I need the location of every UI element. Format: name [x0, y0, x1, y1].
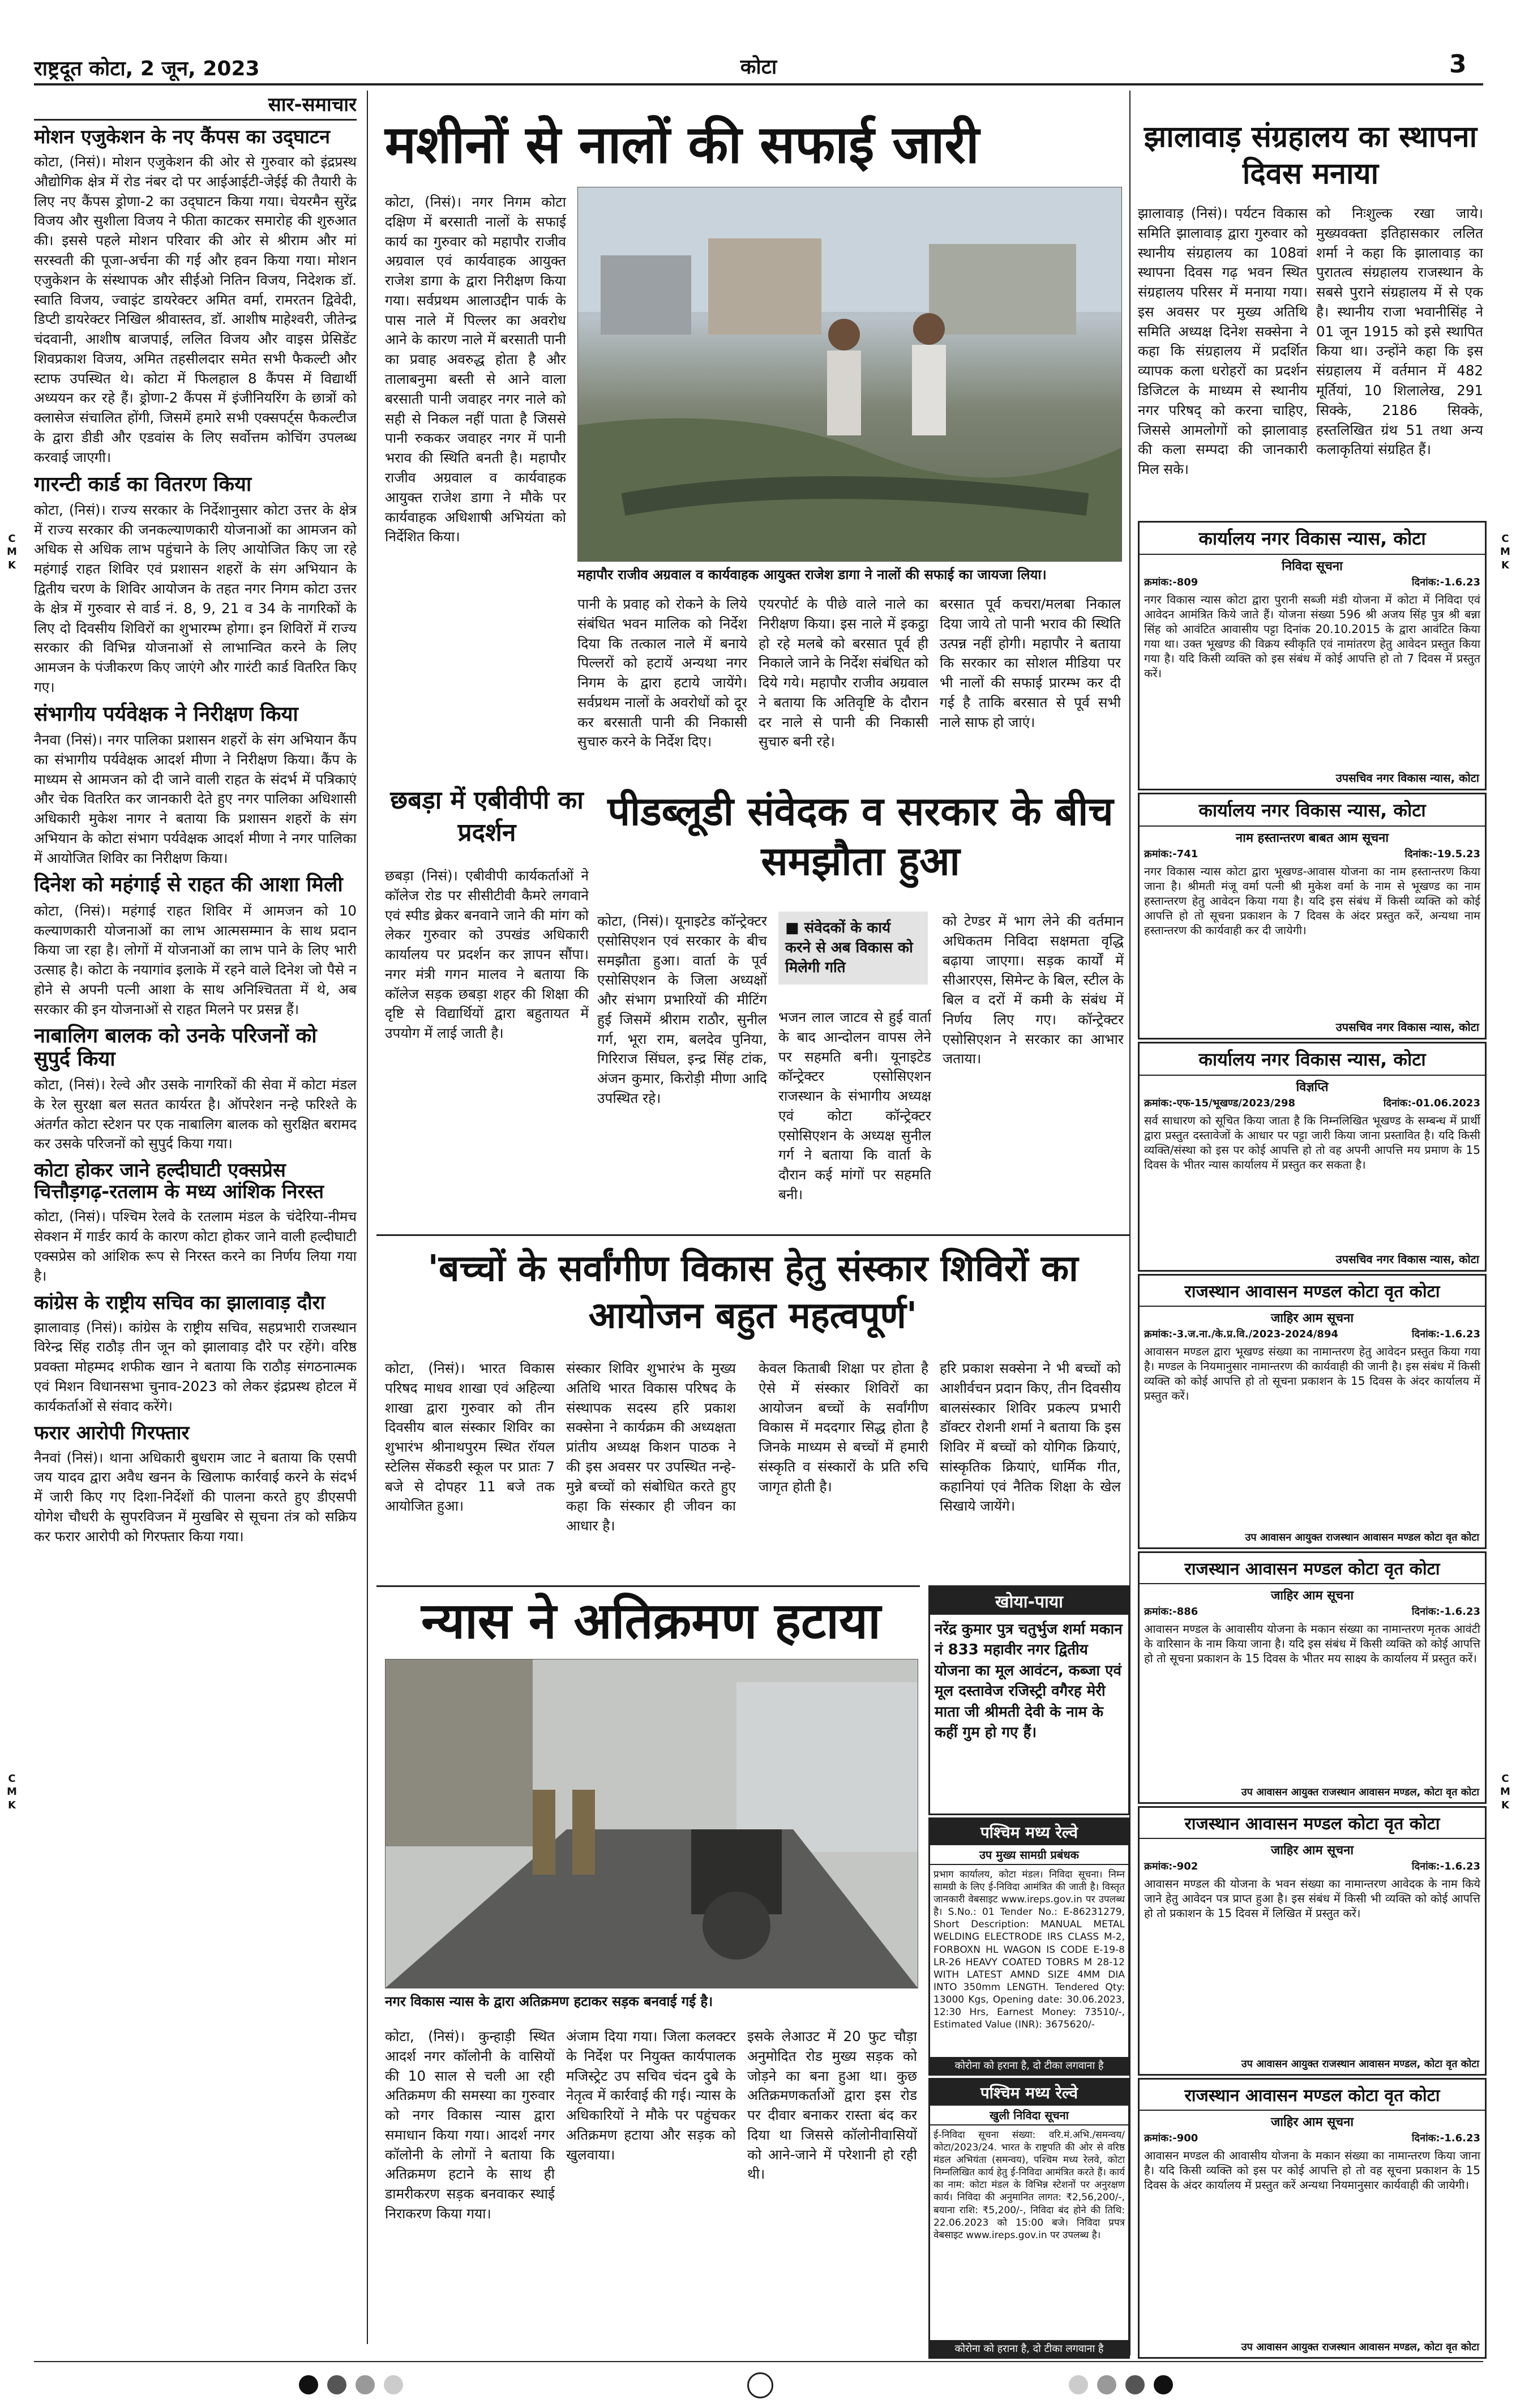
- jhalawar-body-1: झालावाड़ (निसं)। पर्यटन विकास समिति झालावाड़ द्वारा गुरुवार को स्थानीय संग्रहालय का 108वां स्थापना दिवस गढ़ भवन स्थित संग्रहालय परिसर में मनाया गया। इस अवसर पर मुख्य अतिथि समिति अध्यक्ष दिनेश सक्सेना ने कहा कि संग्रहालय में प्रदर्शित व्यापक कला धरोहरों का प्रदर्शन डिजिटल के माध्यम से स्थानीय नगर परिषद् को करना चाहिए, जिससे आमलोगों को झालावाड़ की कला सम्पदा की जानकारी मिल सके।: [1138, 205, 1308, 478]
- notice-ref: क्रमांक:-एफ-15/भूखण्ड/2023/298: [1144, 1097, 1296, 1109]
- sidebar-headline: दिनेश को महंगाई से राहत की आशा मिली: [34, 873, 343, 897]
- camps-body-2: संस्कार शिविर शुभारंभ के मुख्य अतिथि भारत विकास परिषद के संस्थापक सदस्य हरि प्रकाश सक्सेना ने कार्यक्रम की अध्यक्षता प्रांतीय अध्यक्ष किशन पाठक ने की इस अवसर पर उपस्थित नन्हे-मुन्ने बच्चों को संबोधित करते हुए कहा कि संस्कार ही जीवन का आधार है।: [566, 1360, 736, 1534]
- sidebar: [34, 91, 357, 2355]
- sidebar-headline: फरार आरोपी गिरफ्तार: [34, 1421, 190, 1444]
- notice-office: कार्यालय नगर विकास न्यास, कोटा: [1140, 523, 1485, 555]
- notice-ref: क्रमांक:-3.ज.ना./के.प्र.वि./2023-2024/894: [1144, 1328, 1338, 1340]
- notice-title: निविदा सूचना: [1282, 559, 1343, 574]
- registration-dots-right: [1064, 2375, 1177, 2397]
- notice-box: [1138, 1806, 1487, 2076]
- masthead-date: राष्ट्रदूत कोटा, 2 जून, 2023: [34, 57, 260, 80]
- lead-body-2: पानी के प्रवाह को रोकने के लिये संबंधित भवन मालिक को निर्देश दिया कि तत्काल नाले में बनाये पिल्लरों को हटायें अन्यथा नगर निगम के द्वारा हटाये जायेंगे। सर्वप्रथम नालों के अवरोधों को दूर कर बरसाती पानी की निकासी सुचारु करने के निर्देश दिए।: [577, 596, 747, 750]
- lost-found-body: नरेंद्र कुमार पुत्र चतुर्भुज शर्मा मकान नं 833 महावीर नगर द्वितीय योजना का मूल आवंटन, कब्जा एवं मूल दस्तावेज रजिस्ट्री वगैरह मेरी माता जी श्रीमती देवी के नाम के कहीं गुम हो गए हैं।: [935, 1621, 1123, 1741]
- notice-date: दिनांक:-1.6.23: [1411, 576, 1480, 588]
- notice-ref-row: [1140, 574, 1485, 590]
- notice-box: [1138, 1042, 1487, 1272]
- notice-box: [1138, 793, 1487, 1040]
- pwd-headline: पीडब्लूडी संवेदक व सरकार के बीच समझौता हुआ: [607, 788, 1114, 884]
- sidebar-headline: मोशन एजुकेशन के नए कैंपस का उद्‌घाटन: [34, 126, 330, 148]
- notice-body: आवासन मण्डल की आवासीय योजना के मकान संख्या का नामान्तरण किया जाना है। यदि किसी व्यक्ति को इस पर कोई आपत्ति हो तो वह सूचना प्रकाशन के 15 दिवस के अंदर कार्यालय में प्रस्तुत करें अन्यथा नियमानुसार कार्यवाही की जायेगी।: [1144, 2149, 1480, 2192]
- notice-signoff: उप आवासन आयुक्त राजस्थान आवासन मण्डल, कोटा वृत कोटा: [1241, 2058, 1479, 2070]
- pwd-body-1: कोटा, (निसं)। यूनाइटेड कॉन्ट्रेक्टर एसोसिएशन एवं सरकार के बीच समझौता हुआ। वार्ता के पूर्व एसोसिएशन के जिला अध्यक्षों और संभाग प्रभारियों की मीटिंग हुई जिसमें श्रीराम राठौर, सुनील गर्ग, भूरा राम, बलदेव पुनिया, गिरिराज सिंघल, इन्द्र सिंह टांक, अंजन कुमार, किरोड़ी मीणा आदि उपस्थित रहे।: [597, 913, 767, 1107]
- sidebar-body: कोटा, (निसं)। मोशन एजुकेशन की ओर से गुरुवार को इंद्रप्रस्थ औद्योगिक क्षेत्र में रोड नंबर दो पर आईआईटी-जेईई की तैयारी के लिए नए कैंपस ड्रोणा-2 का उद्‌घाटन किया गया। चेयरमैन सुरेंद्र विजय और सुशीला विजय ने फीता काटकर समारोह की शुरुआत की। इससे पहले मोशन परिवार की ओर से श्रीराम और मां सरस्वती की पूजा-अर्चना की गई और हवन किया गया। मोशन एजुकेशन के संस्थापक और सीईओ नितिन विजय, निदेशक डॉ. स्वाति विजय, ज्वाइंट डायरेक्टर अमित वर्मा, रामरतन द्विवेदी, डिप्टी डायरेक्टर निखिल श्रीवास्तव, डॉ. आशीष माहेश्वरी, जीतेन्द्र चंदवानी, आशीष बाजपाई, ललित विजय और वाइस प्रेसिडेंट शिवप्रकाश विजय, अमित तहसीलदार समेत सभी फैकल्टी और स्टाफ उपस्थित थे। कोटा में फिलहाल 8 कैंपस में विद्यार्थी अध्ययन कर रहे हैं। ड्रोणा-2 कैंपस में इंजीनियरिंग के छात्रों को क्लासेज संचालित होंगी, जिसमें हमारे सभी एक्सपर्ट्स फैकल्टीज के द्वारा डीडी और एडवांस के लिए सर्वोत्तम कोचिंग उपलब्ध करवाई जाएगी।: [34, 153, 357, 465]
- sidebar-body: नैनवां (निसं)। थाना अधिकारी बुधराम जाट ने बताया कि एसपी जय यादव द्वारा अवैध खनन के खिलाफ कार्रवाई करने के संदर्भ में जारी किए गए दिशा-निर्देशों की पालना करते हुए डीएसपी योगेश चौधरी के सुपरविजन में मुखबिर से सूचना तंत्र को सक्रिय कर फरार आरोपी को गिरफ्तार किया गया।: [34, 1449, 357, 1545]
- notice-signoff: उप आवासन आयुक्त राजस्थान आवासन मण्डल, कोटा वृत कोटा: [1241, 2341, 1479, 2353]
- crosshair-icon: [747, 2372, 773, 2398]
- lead-body-3: एयरपोर्ट के पीछे वाले नाले का निरीक्षण किया। इस नाले में इकट्ठा हो रहे मलबे को बरसात पूर्व ही निकाले जाने के निर्देश संबंधित को दिये गये। महापौर राजीव अग्रवाल ने बताया कि अतिवृष्टि के दौरान दर नाले से पानी की निकासी सुचारु बनी रहे।: [759, 596, 928, 750]
- encroach-headline: न्यास ने अतिक्रमण हटाया: [421, 1592, 881, 1650]
- sidebar-story: [34, 1292, 357, 1417]
- notice-box: [1138, 2078, 1487, 2359]
- notice-title: जाहिर आम सूचना: [1270, 1311, 1354, 1325]
- railway-subtitle: खुली निविदा सूचना: [930, 2106, 1128, 2125]
- registration-dots-left: [294, 2375, 408, 2397]
- encroach-photo: [385, 1659, 918, 1988]
- masthead: [0, 0, 1516, 80]
- notice-date: दिनांक:-1.6.23: [1411, 1860, 1480, 1872]
- notice-date: दिनांक:-1.6.23: [1411, 1328, 1480, 1340]
- sidebar-body: कोटा, (निसं)। महंगाई राहत शिविर में आमजन को 10 कल्याणकारी योजनाओं का लाभ आत्मसम्मान के साथ प्रदान किया जा रहा है। लोगों में योजनाओं का लाभ पाने के लिए भारी उत्साह है। कोटा के नयागांव इलाके में रहने वाले दिनेश जो पैसे न होने से अपनी पत्नी आशा के साथ अनिश्चितता में थे, अब सरकार की इन योजनाओं से राहत मिलने पर प्रसन्न हैं।: [34, 902, 357, 1017]
- railway-body: ई-निविदा सूचना संख्या: वरि.मं.अभि./समन्वय/कोटा/2023/24. भारत के राष्ट्रपति की ओर से वरिष्ठ मंडल अभियंता (समन्वय), पश्चिम मध्य रेलवे, कोटा निम्नलिखित कार्य हेतु ई-निविदा आमंत्रित करते हैं। कार्य का नाम: कोटा मंडल के विभिन्न स्टेशनों पर अनुरक्षण कार्य। निविदा की अनुमानित लागत: ₹2,56,200/-, बयाना राशि: ₹5,200/-, निविदा बंद होने की तिथि: 22.06.2023 को 15:00 बजे। निविदा प्रपत्र वेबसाइट www.ireps.gov.in पर उपलब्ध है।: [933, 2129, 1125, 2241]
- notice-office: राजस्थान आवासन मण्डल कोटा वृत कोटा: [1140, 1276, 1485, 1307]
- railway-tender-box-1: [928, 1817, 1130, 2076]
- notice-box: [1138, 1274, 1487, 1549]
- sidebar-body: झालावाड़ (निसं)। कांग्रेस के राष्ट्रीय सचिव, सहप्रभारी राजस्थान विरेन्द्र सिंह राठौड़ तीन जून को झालावाड़ दौरे पर रहेंगे। वरिष्ठ प्रवक्ता मोहम्मद शफीक खान ने बताया कि राठौड़ संगठनात्मक एवं मिशन विधानसभा चुनाव-2023 को लेकर इंद्रप्रस्थ होटल में कार्यकर्ताओं से संवाद करेंगे।: [34, 1319, 357, 1414]
- sidebar-headline: कोटा होकर जाने हल्दीघाटी एक्सप्रेस चित्तौड़गढ़-रतलाम के मध्य आंशिक निरस्त: [34, 1159, 324, 1204]
- sidebar-story: [34, 874, 357, 1019]
- jhalawar-body-2: को निःशुल्क रखा जाये। मुख्यवक्ता इतिहासकार ललित शर्मा ने कहा कि झालावाड़ का पुरातत्व संग्रहालय राजस्थान के सबसे पुराने संग्रहालय में से एक है। स्थानीय राजा भवानीसिंह ने 01 जून 1915 को इसे स्थापित किया था। उन्होंने कहा कि इस संग्रहालय में वर्तमान में 482 मूर्तियां, 10 शिलालेख, 291 सिक्के, 2186 सिक्के, हस्तलिखित ग्रंथ 51 तथा अन्य कलाकृतियां संग्रहित हैं।: [1316, 205, 1483, 458]
- sidebar-headline: संभागीय पर्यवेक्षक ने निरीक्षण किया: [34, 702, 298, 726]
- notice-box: [1138, 521, 1487, 790]
- masthead-rule: [34, 83, 1483, 85]
- masthead-section: कोटा: [740, 55, 777, 79]
- sidebar-body: कोटा, (निसं)। रेल्वे और उसके नागरिकों की सेवा में कोटा मंडल के रेल सुरक्षा बल सतत कार्यरत है। ऑपरेशन नन्हे फरिश्ते के अंतर्गत कोटा स्टेशन पर एक नाबालिग बालक को सुरक्षित बरामद कर उसके परिजनों को सुपुर्द किया गया।: [34, 1076, 357, 1152]
- notice-date: दिनांक:-1.6.23: [1411, 2132, 1480, 2144]
- notice-ref-row: [1140, 2130, 1485, 2146]
- railway-body: प्रभाग कार्यालय, कोटा मंडल। निविदा सूचना। निम्न सामग्री के लिए ई-निविदा आमंत्रित की जाती है। विस्तृत जानकारी वेबसाइट www.ireps.gov.in पर उपलब्ध है। S.No.: 01 Tender No.: E-86231279, Short Description: MANUAL METAL WELDING ELECTRODE IRS CLASS M-2, FORBOXN HL WAGON IS CODE E-19-8 LR-26 HEAVY COATED TOBRS M 28-12 WITH LATEST AMND SIZE 4MM DIA INTO 350mm LENGTH. Tendered Qty: 13000 Kgs, Opening date: 30.06.2023, 12:30 Hrs, Earnest Money: 73510/-, Estimated Value (INR): 3675620/-: [933, 1869, 1125, 2031]
- railway-footer: कोरोना को हराना है, दो टीका लगवाना है: [930, 2057, 1128, 2074]
- railway-title: पश्चिम मध्य रेल्वे: [930, 1819, 1128, 1845]
- lead-photo: [577, 187, 1122, 562]
- sidebar-headline: गारन्टी कार्ड का वितरण किया: [34, 472, 252, 496]
- lead-caption: महापौर राजीव अग्रवाल व कार्यवाहक आयुक्त राजेश डागा ने नालों की सफाई का जायजा लिया।: [577, 567, 1047, 583]
- camps-headline: 'बच्चों के सर्वांगीण विकास हेतु संस्कार शिविरों का आयोजन बहुत महत्वपूर्ण': [427, 1248, 1078, 1337]
- encroach-body-3: इसके लेआउट में 20 फुट चौड़ा अनुमोदित रोड मुख्य सड़क को जोड़ने का बना हुआ था। कुछ अतिक्रमणकर्ताओं द्वारा इस रोड पर दीवार बनाकर रास्ता बंद कर दिया था जिससे कॉलोनीवासियों को आने-जाने में परेशानी हो रही थी।: [747, 2028, 917, 2183]
- encroach-top-rule: [376, 1585, 920, 1587]
- railway-title: पश्चिम मध्य रेल्वे: [930, 2080, 1128, 2106]
- lost-found-box: [928, 1585, 1130, 1815]
- sidebar-story: [34, 703, 357, 869]
- notice-office: राजस्थान आवासन मण्डल कोटा वृत कोटा: [1140, 1553, 1485, 1584]
- sidebar-headline: कांग्रेस के राष्ट्रीय सचिव का झालावाड़ दौरा: [34, 1291, 326, 1314]
- notice-ref: क्रमांक:-886: [1144, 1606, 1198, 1618]
- sidebar-body: कोटा, (निसं)। पश्चिम रेलवे के रतलाम मंडल के चंदेरिया-नीमच सेक्शन में गार्डर कार्य के कारण कोटा होकर जाने वाली हल्दीघाटी एक्सप्रेस को आंशिक रूप से निरस्त करने का निर्णय लिया गया है।: [34, 1208, 357, 1284]
- chhabra-body: छबड़ा (निसं)। एबीवीपी कार्यकर्ताओं ने कॉलेज रोड पर सीसीटीवी कैमरे लगवाने एवं स्पीड ब्रेकर बनवाने जाने की मांग को लेकर गुरुवार को उपखंड अधिकारी कार्यालय पर प्रदर्शन कर ज्ञापन सौंपा। नगर मंत्री गगन मालव ने बताया कि कॉलेज सड़क छबड़ा शहर की शिक्षा की दृष्टि से विद्यार्थियों द्वारा बहुतायत में उपयोग में लाई जाती है।: [385, 867, 589, 1042]
- sidebar-story: [34, 1025, 357, 1154]
- camps-body-1: कोटा, (निसं)। भारत विकास परिषद माधव शाखा एवं अहिल्या शाखा द्वारा गुरुवार को तीन दिवसीय बाल संस्कार शिविर का शुभारंभ श्रीनाथपुरम स्थित रॉयल स्टेलिस सेंकडरी स्कूल पर प्रातः 7 बजे से दोपहर 11 बजे तक आयोजित हुआ।: [385, 1360, 555, 1515]
- railway-footer: कोरोना को हराना है, दो टीका लगवाना है: [930, 2340, 1128, 2357]
- camps-body-3: केवल किताबी शिक्षा पर होता है ऐसे में संस्कार शिविरों का आयोजन बच्चों के सर्वांगीण विकास में मददगार सिद्ध होता है जिनके माध्यम से बच्चों में हमारी संस्कृति व संस्कारों के प्रति रुचि जागृत होती है।: [759, 1360, 928, 1495]
- pwd-pull-quote: ■ संवेदकों के कार्य करने से अब विकास को मिलेगी गति: [778, 912, 928, 985]
- pwd-body-3: को टेण्डर में भाग लेने की वर्तमान अधिकतम निविदा सक्षमता वृद्धि बढ़ाया जाएगा। सड़क कार्यों में सीआरएस, सिमेन्ट के बिल, स्टील के बिल व दरों में कमी के संबंध में निर्णय लिए गए। कॉन्ट्रेक्टर एसोसिएशन ने सरकार का आभार जताया।: [943, 913, 1124, 1067]
- camps-body-4: हरि प्रकाश सक्सेना ने भी बच्चों को आशीर्वचन प्रदान किए, तीन दिवसीय बालसंस्कार शिविर प्रकल्प प्रभारी डॉक्टर रोशनी शर्मा ने बताया कि इस शिविर में बच्चों को योगिक क्रियाएं, सांस्कृतिक क्रियाएं, धार्मिक गीत, कहानियां एवं नैतिक शिक्षा के खेल सिखाये जायेंगे।: [940, 1360, 1121, 1515]
- notice-title: जाहिर आम सूचना: [1270, 1844, 1354, 1858]
- notice-signoff: उप आवासन आयुक्त राजस्थान आवासन मण्डल, कोटा वृत कोटा: [1241, 1786, 1479, 1798]
- lost-found-title: खोया-पाया: [930, 1587, 1128, 1615]
- sidebar-story: [34, 126, 357, 468]
- sidebar-story: [34, 1422, 357, 1547]
- lead-body-4: बरसात पूर्व कचरा/मलबा निकाल दिया जाये तो पानी भराव की स्थिति उत्पन्न नहीं होगी। महापौर ने बताया कि सरकार का सोशल मीडिया पर भी नालों की सफाई प्रारम्भ कर दी गई है ताकि बरसात से पूर्व सभी नाले साफ हो जाएं।: [940, 596, 1121, 730]
- railway-subtitle: उप मुख्य सामग्री प्रबंधक: [930, 1845, 1128, 1865]
- road-scene-image: [386, 1659, 918, 1988]
- notice-ref: क्रमांक:-741: [1144, 848, 1198, 860]
- encroach-body-2: अंजाम दिया गया। जिला कलक्टर के निर्देश पर नियुक्त कार्यपालक मजिस्ट्रेट उप सचिव चंदन दुबे के नेतृत्व में कार्रवाई की गई। न्यास के अधिकारियों ने मौके पर पहुंचकर अतिक्रमण हटाया और सड़क को खुलवाया।: [566, 2028, 736, 2163]
- notice-body: आवासन मण्डल द्वारा भूखण्ड संख्या का नामान्तरण हेतु आवेदन प्रस्तुत किया गया है। मण्डल के नियमानुसार नामान्तरण की कार्यवाही की जानी है। इस संबंध में किसी व्यक्ति को कोई आपत्ति हो तो सूचना प्रकाशन के 15 दिवस के अंदर कार्यालय में प्रस्तुत करें।: [1144, 1345, 1480, 1402]
- notice-ref: क्रमांक:-902: [1144, 1860, 1198, 1872]
- notice-title: विज्ञप्ति: [1296, 1080, 1329, 1094]
- notice-body: आवासन मण्डल की योजना के भवन संख्या का नामान्तरण आवेदक के नाम किये जाने हेतु आवेदन पत्र प्राप्त हुआ है। इस संबंध में किसी भी व्यक्ति को कोई आपत्ति हो तो प्रकाशन के 15 दिवस में लिखित में प्रस्तुत करें।: [1144, 1877, 1480, 1920]
- notice-signoff: उप आवासन आयुक्त राजस्थान आवासन मण्डल कोटा वृत कोटा: [1245, 1532, 1479, 1543]
- notice-box: [1138, 1551, 1487, 1804]
- notice-date: दिनांक:-19.5.23: [1404, 848, 1480, 860]
- footer-rule: [34, 2361, 1483, 2362]
- pwd-body-2: भजन लाल जाटव से हुई वार्ता के बाद आन्दोलन वापस लेने पर सहमति बनी। यूनाइटेड कॉन्ट्रेक्टर एसोसिएशन राजस्थान के संभागीय अध्यक्ष एवं कोटा कॉन्ट्रेक्टर एसोसिएशन के अध्यक्ष सुनील गर्ग ने बताया कि वार्ता के दौरान कई मांगों पर सहमति बनी।: [778, 1009, 931, 1203]
- margin-mark-left-bottom: C M K: [7, 1773, 17, 1811]
- notice-title: जाहिर आम सूचना: [1270, 1589, 1354, 1603]
- notice-signoff: उपसचिव नगर विकास न्यास, कोटा: [1335, 1020, 1479, 1034]
- notice-date: दिनांक:-01.06.2023: [1383, 1097, 1480, 1109]
- notice-office: राजस्थान आवासन मण्डल कोटा वृत कोटा: [1140, 2080, 1485, 2111]
- margin-mark-left-top: C M K: [7, 533, 17, 571]
- notice-signoff: उपसचिव नगर विकास न्यास, कोटा: [1335, 771, 1479, 785]
- notice-title: नाम हस्तान्तरण बाबत आम सूचना: [1235, 831, 1389, 845]
- margin-mark-right-bottom: C M K: [1500, 1773, 1510, 1811]
- notice-body: आवासन मण्डल के आवासीय योजना के मकान संख्या का नामान्तरण मृतक आवंटी के वारिसान के नाम किया जाना है। यदि इस संबंध में किसी व्यक्ति को कोई आपत्ति हो तो सूचना प्रकाशन के 15 दिवस के भीतर मय साक्ष्य के कार्यालय में प्रस्तुत करें।: [1144, 1622, 1480, 1665]
- railway-tender-box-2: [928, 2078, 1130, 2359]
- notice-title: जाहिर आम सूचना: [1270, 2115, 1354, 2129]
- sidebar-story: [34, 1160, 357, 1286]
- notice-office: राजस्थान आवासन मण्डल कोटा वृत कोटा: [1140, 1808, 1485, 1839]
- notice-office: कार्यालय नगर विकास न्यास, कोटा: [1140, 1043, 1485, 1076]
- bullet-square-icon: ■: [785, 919, 804, 936]
- notice-body: नगर विकास न्यास कोटा द्वारा भूखण्ड-आवास योजना का नाम हस्तान्तरण किया जाना है। श्रीमती मंजू वर्मा पत्नी श्री मुकेश वर्मा के नाम से भूखण्ड का नाम हस्तान्तरण हेतु आवेदन किया गया है। यदि इस संबंध में किसी व्यक्ति को कोई आपत्ति हो तो सूचना प्रकाशन के 7 दिवस के अंदर प्रस्तुत करें, अन्यथा नाम हस्तान्तरण की कार्यवाही कर दी जायेगी।: [1144, 865, 1480, 937]
- chhabra-headline: छबड़ा में एबीवीपी का प्रदर्शन: [390, 786, 584, 848]
- sidebar-body: नैनवा (निसं)। नगर पालिका प्रशासन शहरों के संग अभियान कैंप का संभागीय पर्यवेक्षक आदर्श मीणा ने निरीक्षण किया। कैंप के माध्यम से आमजन को दी जाने वाली राहत के संदर्भ में पत्रिकाएं और चेक वितरित कर जानकारी देते हुए नगर पालिका अधिशासी अधिकारी मुकेश नागर ने बताया कि प्रशासन शहरों के संग अभियान के कोटा संभाग पर्यवेक्षक आदर्श मीणा ने नगर पालिका में आयोजित शिविर का निरीक्षण किया।: [34, 732, 357, 866]
- notice-signoff: उपसचिव नगर विकास न्यास, कोटा: [1335, 1252, 1479, 1266]
- sidebar-body: कोटा, (निसं)। राज्य सरकार के निर्देशानुसार कोटा उत्तर के क्षेत्र में राज्य सरकार की जनकल्याणकारी योजनाओं का आमजन को अधिक से अधिक लाभ पहुंचाने के लिए आयोजित किए जा रहे महंगाई राहत शिविर एवं प्रशासन शहरों के संग अभियान के द्वितीय चरण के शिविर आयोजन के तहत नगर निगम कोटा उत्तर के क्षेत्र में गुरुवार से वार्ड नं. 8, 9, 21 व 34 के नागरिकों के लिए दो दिवसीय शिविरों का शुभारम्भ होगा। इन शिविरों में राज्य सरकार की विभिन्न योजनाओं से लाभान्वित करने के लिए आमजन के पंजीकरण किए जाएंगे और गारंटी कार्ड वितरित किए गए।: [34, 501, 357, 695]
- sidebar-story: [34, 473, 357, 698]
- notice-office: कार्यालय नगर विकास न्यास, कोटा: [1140, 794, 1485, 827]
- notice-ref-row: [1140, 1095, 1485, 1111]
- sidebar-divider: [367, 91, 368, 2344]
- notice-ref-row: [1140, 1858, 1485, 1874]
- notice-ref-row: [1140, 1326, 1485, 1342]
- lead-headline: मशीनों से नालों की सफाई जारी: [385, 114, 979, 175]
- sidebar-title: सार-समाचार: [34, 91, 357, 121]
- right-column-divider: [1129, 849, 1130, 2355]
- jhalawar-headline: झालावाड़ संग्रहालय का स्थापना दिवस मनाया: [1144, 120, 1478, 191]
- encroach-caption: नगर विकास न्यास के द्वारा अतिक्रमण हटाकर सड़क बनवाई गई है।: [385, 1994, 713, 2009]
- notice-ref: क्रमांक:-900: [1144, 2132, 1198, 2144]
- camps-top-rule: [376, 1234, 1129, 1236]
- notice-ref-row: [1140, 846, 1485, 862]
- notice-body: नगर विकास न्यास कोटा द्वारा पुरानी सब्जी मंडी योजना में कोटा में निविदा एवं आवेदन आमंत्रित किये जाते हैं। योजना संख्या 596 श्री अजय सिंह पुत्र श्री बन्ना सिंह को आवंटित आवासीय पट्टा दिनांक 20.10.2015 के द्वारा आवंटित किया गया था। उक्त भूखण्ड की विक्रय स्वीकृति एवं नामांतरण हेतु आवेदन प्रस्तुत किया गया है। यदि किसी व्यक्ति को इस संबंध में कोई आपत्ति हो तो 7 दिवस में प्रस्तुत करें।: [1144, 593, 1480, 680]
- notice-date: दिनांक:-1.6.23: [1411, 1606, 1480, 1618]
- sidebar-headline: नाबालिग बालक को उनके परिजनों को सुपुर्द किया: [34, 1024, 317, 1071]
- lead-divider: [1129, 91, 1130, 849]
- margin-mark-right-top: C M K: [1500, 533, 1510, 571]
- notice-body: सर्व साधारण को सूचित किया जाता है कि निम्नलिखित भूखण्ड के सम्बन्ध में प्रार्थी द्वारा प्रस्तुत दस्तावेजों के आधार पर पट्टा जारी किया जाना प्रस्तावित है। यदि किसी व्यक्ति/संस्था को इस पर कोई आपत्ति हो तो वह अपनी आपत्ति मय प्रमाण के 15 दिवस के भीतर न्यास कार्यालय में प्रस्तुत कर सकता है।: [1144, 1114, 1480, 1171]
- lead-body-1: कोटा, (निसं)। नगर निगम कोटा दक्षिण में बरसाती नालों के सफाई कार्य का गुरुवार को महापौर राजीव अग्रवाल एवं कार्यवाहक आयुक्त राजेश डागा के द्वारा निरीक्षण किया गया। सर्वप्रथम आलाउद्दीन पार्क के पास नाले में पिल्लर का अवरोध आने के कारण नाले में बरसाती पानी का प्रवाह अवरुद्ध होता है और तालाबनुमा बस्ती से आने वाला बरसाती पानी जवाहर नगर नाले को सही से निकल नहीं पाता है जिससे पानी रुककर जवाहर नगर में पानी भराव की स्थिति बनती है। महापौर राजीव अग्रवाल व कार्यवाहक आयुक्त राजेश डागा ने मौके पर कार्यवाहक अधिशाषी अभियंता को निर्देशित किया।: [385, 194, 566, 545]
- notice-ref-row: [1140, 1603, 1485, 1619]
- notice-ref: क्रमांक:-809: [1144, 576, 1198, 588]
- drain-scene-image: [578, 187, 1121, 561]
- encroach-body-1: कोटा, (निसं)। कुन्हाड़ी स्थित आदर्श नगर कॉलोनी के वासियों की 10 साल से चली आ रही अतिक्रमण की समस्या का गुरुवार को नगर विकास न्यास द्वारा समाधान किया गया। आदर्श नगर कॉलोनी के लोगों ने बताया कि अतिक्रमण हटाने के साथ ही डामरीकरण सड़क बनवाकर स्थाई निराकरण किया गया।: [385, 2028, 555, 2222]
- page-number: 3: [1449, 50, 1467, 79]
